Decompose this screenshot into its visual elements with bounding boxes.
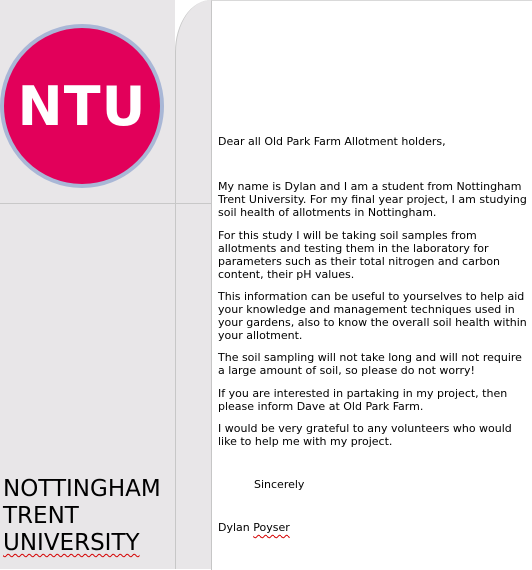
- signature-last: Poyser: [253, 521, 290, 534]
- logo-text: NTU: [17, 74, 147, 138]
- letter-paragraph: The soil sampling will not take long and will not require a large amount of soil, so please do not worry!: [218, 351, 522, 377]
- sidebar-strip: [175, 0, 212, 569]
- signature-first: Dylan: [218, 521, 250, 534]
- letter-paragraph: This information can be useful to yourselves to help aid your knowledge and management techniques used in your gardens, also to know the overall soil health within your allotment.: [218, 290, 527, 342]
- letter-closing: Sincerely: [254, 478, 305, 491]
- letter-paragraph: [218, 229, 528, 281]
- letter-paragraph: My name is Dylan and I am a student from Nottingham Trent University. For my final year project, I am studying soil health of allotments in Nottingham.: [218, 180, 527, 219]
- letter-paragraph: I would be very grateful to any volunteers who would like to help me with my project.: [218, 422, 512, 448]
- letter-paragraph: If you are interested in partaking in my project, then please inform Dave at Old Park Farm.: [218, 387, 508, 413]
- university-name-line: TRENT: [3, 503, 79, 529]
- university-name: [3, 476, 161, 557]
- paragraph-text: For this study I will be taking soil samples from allotments and testing them in the laboratory for parameters such as their total nitrogen and carbon content, their pH values.: [218, 229, 501, 281]
- letter-signature: [218, 521, 528, 534]
- divider-line: [0, 203, 211, 204]
- university-name-line: NOTTINGHAM: [3, 476, 161, 502]
- ntu-logo: [0, 24, 164, 188]
- letter-greeting: Dear all Old Park Farm Allotment holders,: [218, 135, 446, 148]
- university-name-line: UNIVERSITY: [3, 530, 140, 556]
